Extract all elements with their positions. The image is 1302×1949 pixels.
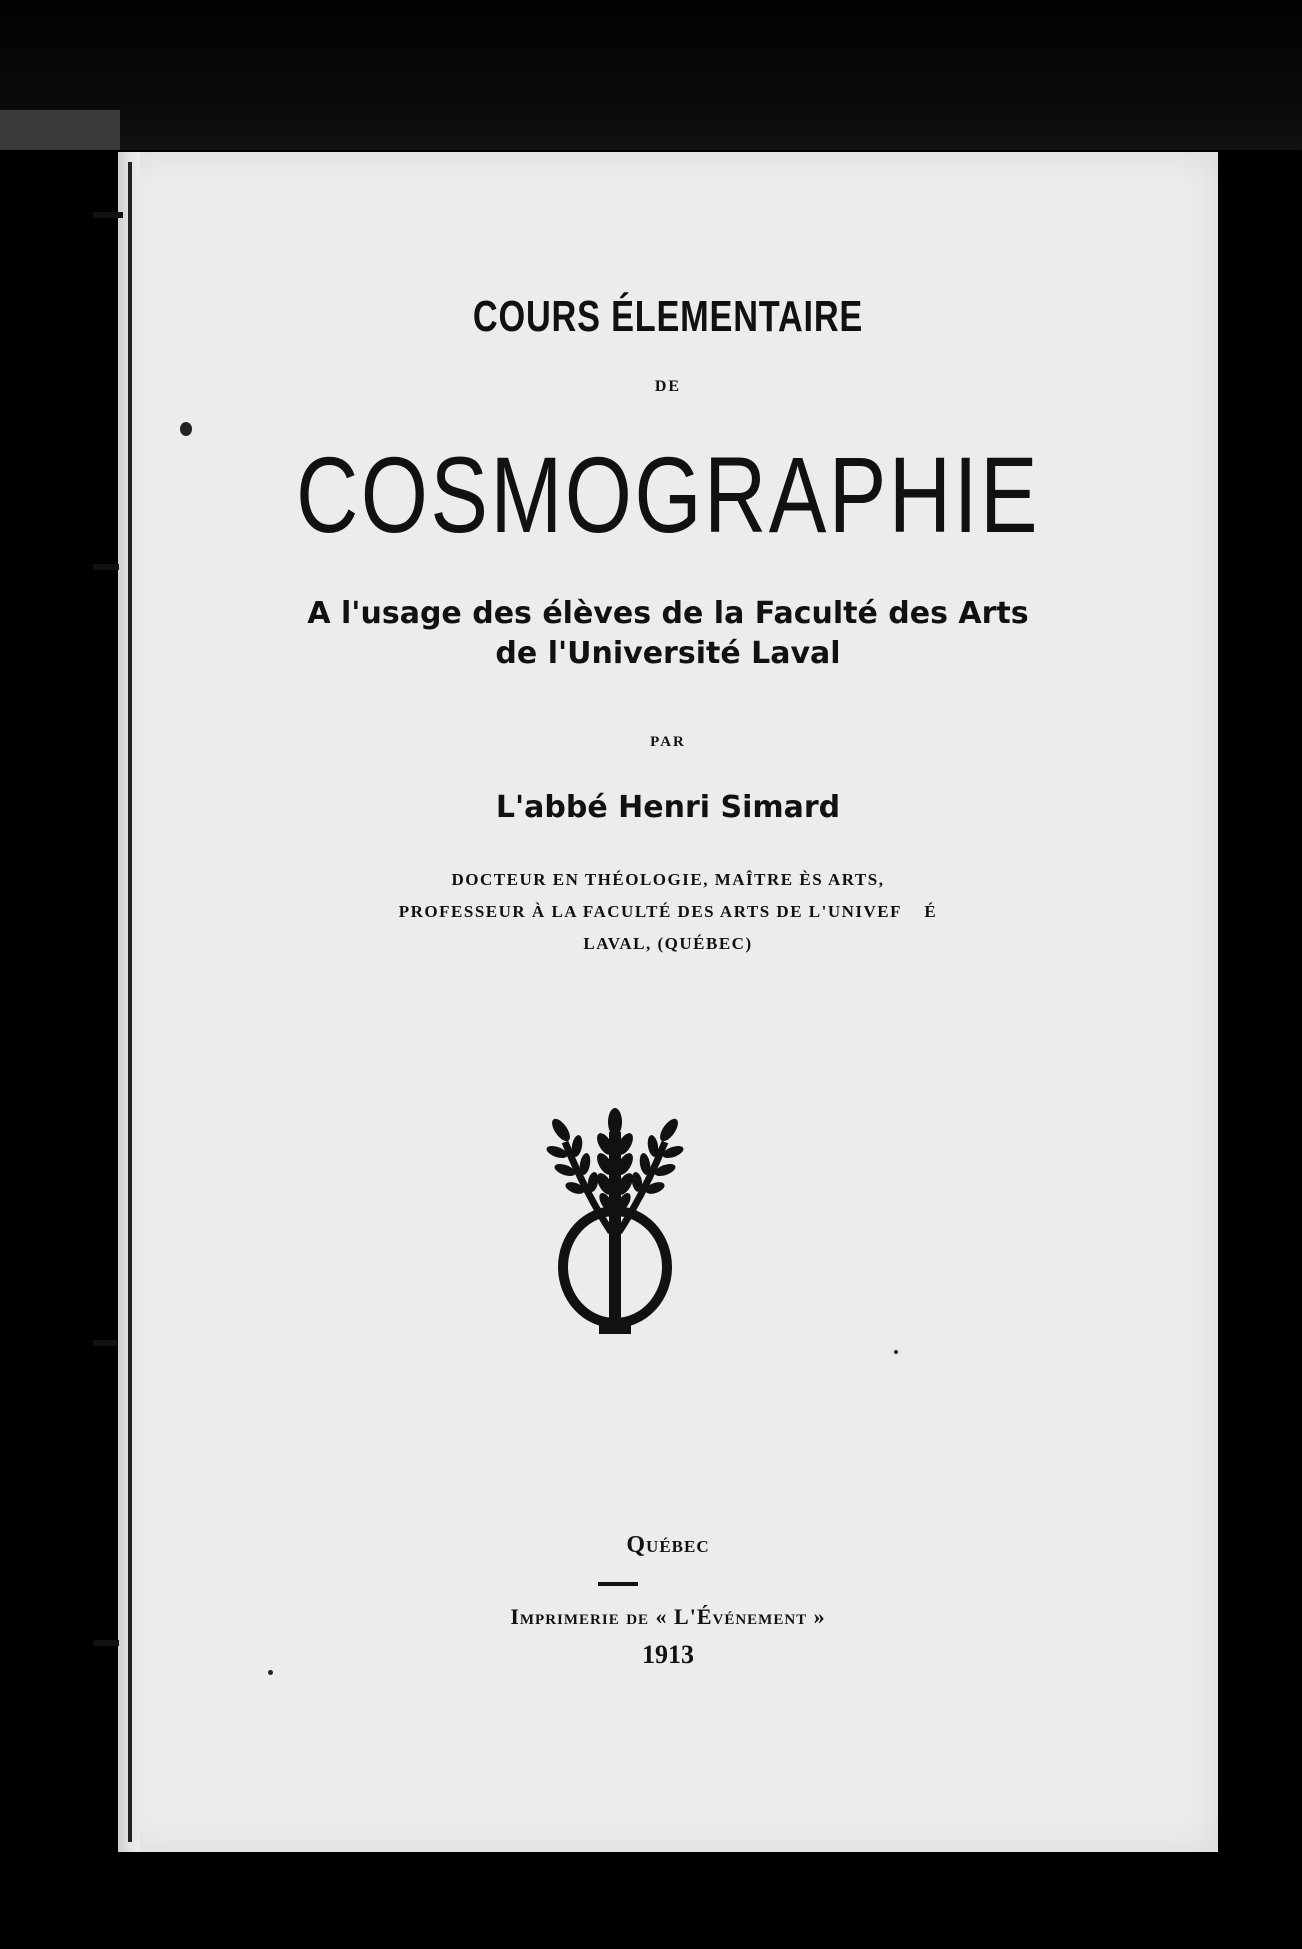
credentials-line-3: LAVAL, (QUÉBEC)	[583, 934, 753, 953]
title-page	[118, 152, 1218, 1852]
publication-place: Québec	[626, 1532, 710, 1558]
author-credentials	[118, 864, 1218, 960]
binding-line	[128, 162, 132, 1842]
binding-mark	[93, 1340, 117, 1346]
title-de: DE	[654, 378, 682, 395]
credentials-line-1: DOCTEUR EN THÉOLOGIE, MAÎTRE ÈS ARTS,	[451, 870, 885, 889]
by-label: PAR	[650, 734, 686, 750]
publication-year: 1913	[642, 1640, 694, 1669]
printer-name: Imprimerie de « L'Événement »	[510, 1604, 826, 1629]
credentials-line-2: PROFESSEUR À LA FACULTÉ DES ARTS DE L'UNIVEF É	[398, 902, 938, 921]
ink-speck	[268, 1670, 273, 1675]
scan-top-border	[0, 0, 1302, 150]
separator-rule	[598, 1582, 638, 1586]
subtitle	[118, 594, 1218, 674]
ink-speck	[180, 422, 192, 436]
title-top: COURS ÉLEMENTAIRE	[472, 292, 864, 341]
ink-speck	[894, 1350, 898, 1354]
title-main: COSMOGRAPHIE	[295, 434, 1041, 555]
author-name: L'abbé Henri Simard	[495, 790, 841, 825]
scan-left-edge	[0, 110, 120, 150]
binding-mark	[93, 564, 119, 570]
subtitle-line-1: A l'usage des élèves de la Faculté des Arts	[307, 596, 1029, 631]
wheat-sheaf-ring-icon	[545, 1102, 685, 1342]
binding-mark	[93, 1640, 119, 1646]
subtitle-line-2: de l'Université Laval	[495, 636, 841, 671]
binding-mark	[93, 212, 123, 218]
